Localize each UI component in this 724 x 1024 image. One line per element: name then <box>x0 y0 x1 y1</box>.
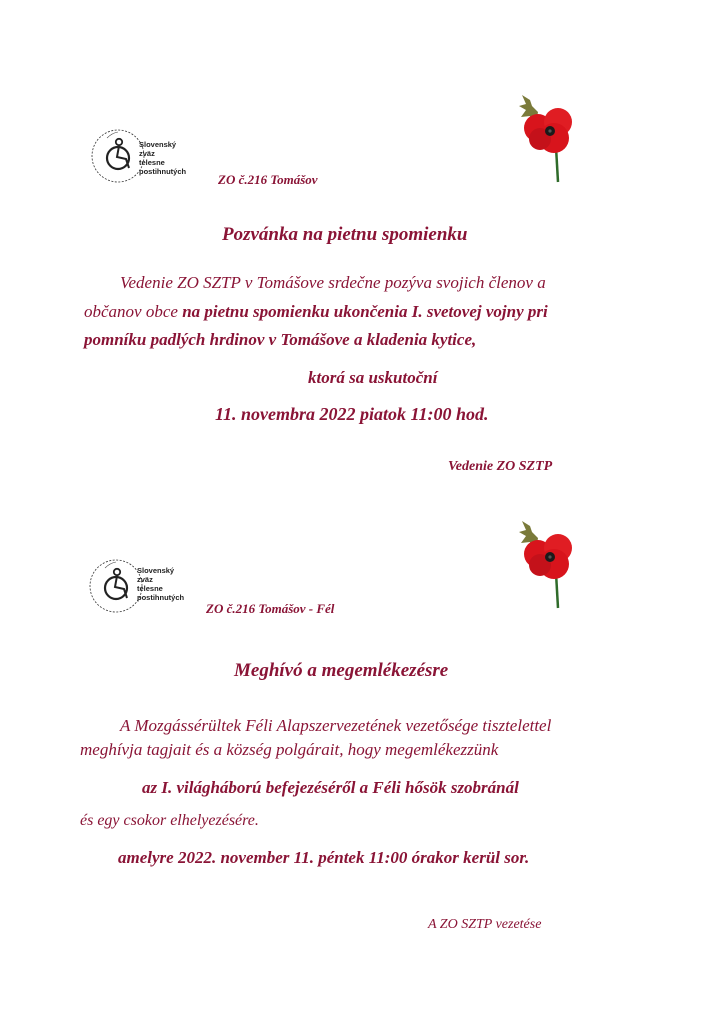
logo-line: Slovenský <box>139 140 177 149</box>
logo-line: Slovenský <box>137 566 175 575</box>
poppy-icon <box>510 92 580 184</box>
logo-text <box>139 140 186 176</box>
signature-2: A ZO SZTP vezetése <box>428 917 542 932</box>
paragraph-2-line-3: az I. világháború befejezéséről a Féli hősök szobránál <box>142 778 519 797</box>
org-name-1: ZO č.216 Tomášov <box>218 172 318 187</box>
logo-line: telesne <box>137 584 163 593</box>
paragraph-2-line-1: A Mozgássérültek Féli Alapszervezetének vezetősége tisztelettel <box>120 716 552 735</box>
poppy-2 <box>510 518 580 608</box>
logo-text <box>137 566 184 602</box>
paragraph-1-line-4: ktorá sa uskutoční <box>308 368 438 387</box>
paragraph-2-line-2: meghívja tagjait és a község polgárait, hogy megemlékezzünk <box>80 740 499 759</box>
paragraph-1-line-3: pomníku padlých hrdinov v Tomášove a kladenia kytice, <box>84 330 477 349</box>
poppy-icon <box>510 518 580 610</box>
logo-line: zväz <box>139 149 155 158</box>
invitation-title-1: Pozvánka na pietnu spomienku <box>222 224 468 245</box>
paragraph-1-line-1: Vedenie ZO SZTP v Tomášove srdečne pozýva svojich členov a <box>120 273 546 292</box>
paragraph-1-line-2 <box>84 297 548 327</box>
text-bold: na pietnu spomienku ukončenia I. svetovej vojny pri <box>182 302 548 321</box>
signature-1: Vedenie ZO SZTP <box>448 459 553 474</box>
logo-line: postihnutých <box>137 593 185 602</box>
org-name-2: ZO č.216 Tomášov - Fél <box>206 601 335 616</box>
logo-line: telesne <box>139 158 165 167</box>
event-date-1: 11. novembra 2022 piatok 11:00 hod. <box>215 404 489 424</box>
event-date-2: amelyre 2022. november 11. péntek 11:00 órakor kerül sor. <box>118 848 530 867</box>
text-regular: občanov obce <box>84 302 178 321</box>
logo-line: zväz <box>137 575 153 584</box>
poppy-1 <box>510 92 580 182</box>
paragraph-2-line-4: és egy csokor elhelyezésére. <box>80 812 259 829</box>
logo-line: postihnutých <box>139 167 187 176</box>
invitation-title-2: Meghívó a megemlékezésre <box>234 660 449 681</box>
